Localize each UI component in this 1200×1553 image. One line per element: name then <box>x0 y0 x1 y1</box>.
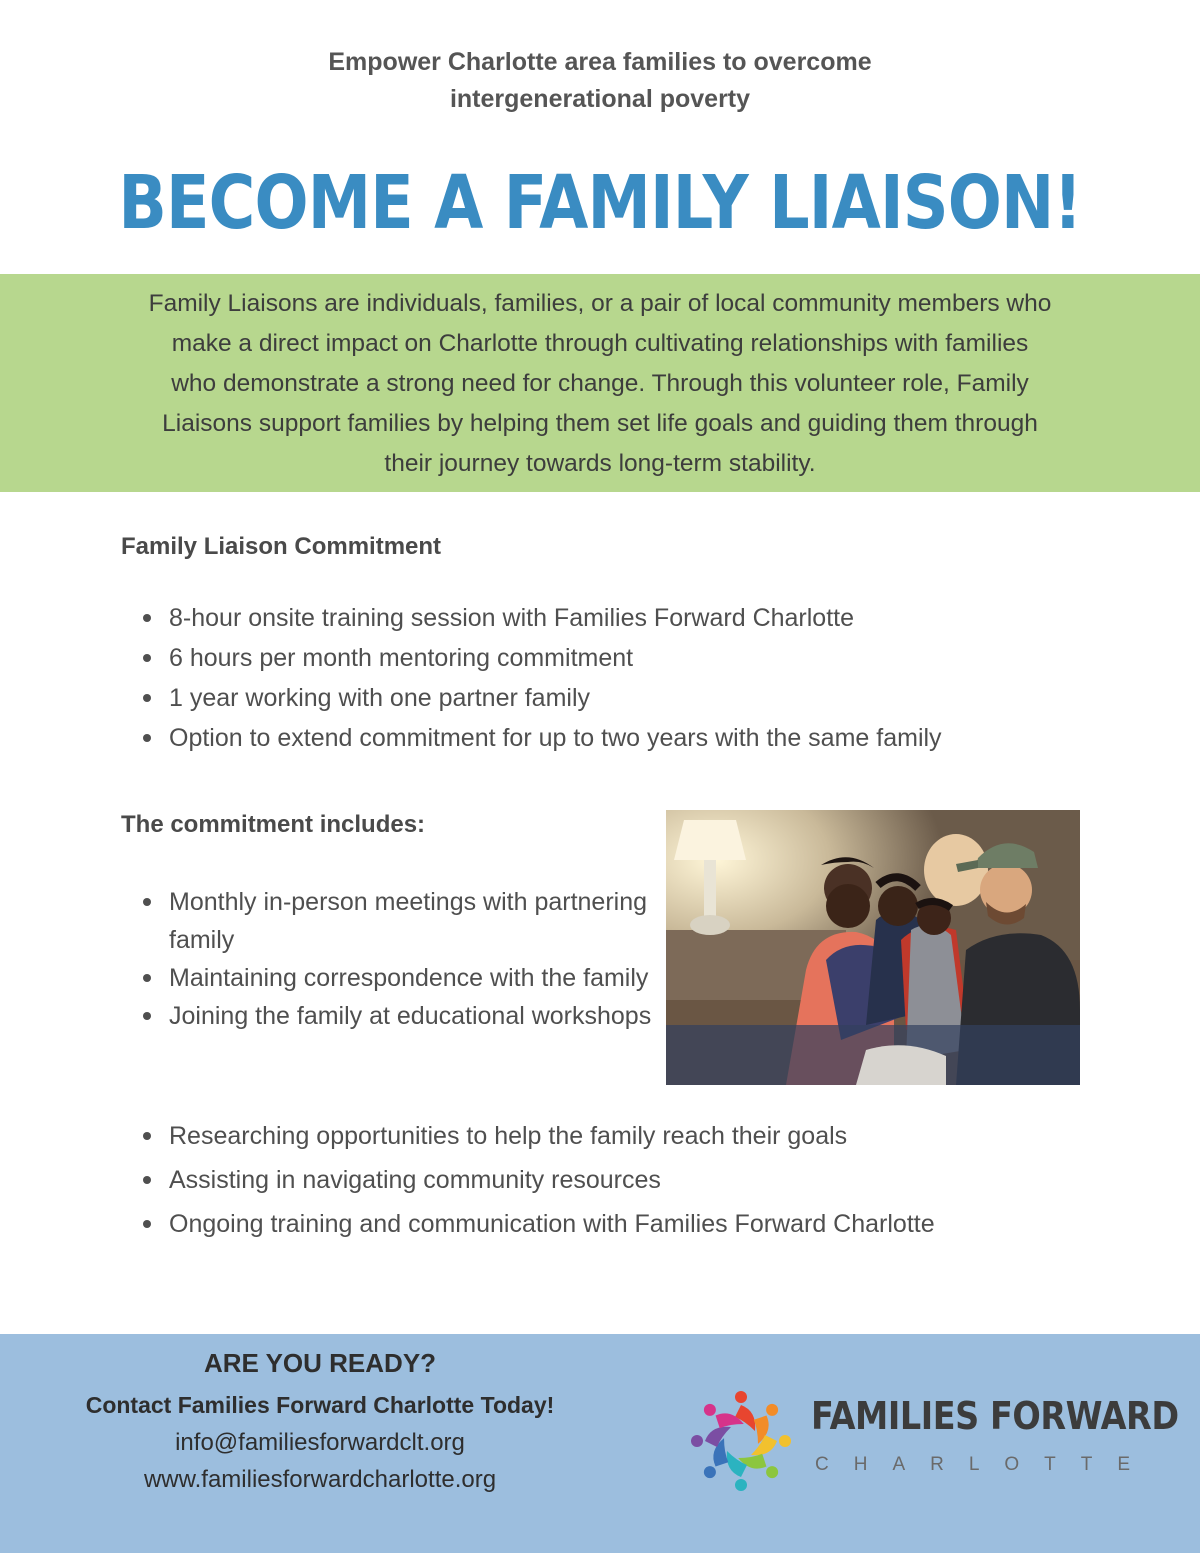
commitment-heading: Family Liaison Commitment <box>121 533 442 560</box>
includes-item: Maintaining correspondence with the family <box>121 959 681 997</box>
contact-block <box>20 1340 620 1498</box>
commitment-item: 1 year working with one partner family <box>121 678 942 718</box>
website-link[interactable]: www.familiesforwardcharlotte.org <box>143 1466 497 1493</box>
family-photo <box>666 810 1080 1085</box>
commitment-item: Option to extend commitment for up to two years with the same family <box>121 718 942 758</box>
contact-cta: Contact Families Forward Charlotte Today! <box>85 1392 555 1418</box>
logo-subtitle: CHARLOTTE <box>815 1454 1156 1475</box>
intro-paragraph <box>50 284 1150 484</box>
commitment-item: 6 hours per month mentoring commitment <box>121 638 942 678</box>
includes-item: Monthly in-person meetings with partnering family <box>121 883 681 959</box>
includes-heading: The commitment includes: <box>121 811 426 838</box>
intro-band <box>0 274 1200 492</box>
includes-list <box>121 1114 935 1246</box>
intro-line: Family Liaisons are individuals, families, or a pair of local community members who <box>148 290 1052 317</box>
intro-line: who demonstrate a strong need for change. Through this volunteer role, Family <box>171 370 1029 397</box>
commitment-item: 8-hour onsite training session with Families Forward Charlotte <box>121 598 942 638</box>
email-link[interactable]: info@familiesforwardclt.org <box>175 1429 465 1456</box>
ready-heading: ARE YOU READY? <box>203 1348 437 1378</box>
includes-item: Joining the family at educational workshops <box>121 997 681 1035</box>
includes-list-wrapped <box>121 883 681 1035</box>
includes-item: Ongoing training and communication with Families Forward Charlotte <box>121 1202 935 1246</box>
pinwheel-logo-icon <box>683 1386 801 1496</box>
footer <box>0 1334 1200 1553</box>
includes-item: Researching opportunities to help the family reach their goals <box>121 1114 935 1158</box>
tagline-line-1: Empower Charlotte area families to overcome <box>328 48 872 76</box>
tagline-line-2: intergenerational poverty <box>449 85 751 113</box>
logo-name: FAMILIES FORWARD <box>811 1394 1179 1438</box>
commitment-list <box>121 598 942 758</box>
intro-line: make a direct impact on Charlotte through cultivating relationships with families <box>171 330 1029 357</box>
page-title: BECOME A FAMILY LIAISON! <box>118 160 1082 246</box>
tagline <box>0 44 1200 118</box>
intro-line: their journey towards long-term stability. <box>384 450 816 477</box>
includes-item: Assisting in navigating community resources <box>121 1158 935 1202</box>
families-forward-logo <box>683 1386 1179 1496</box>
intro-line: Liaisons support families by helping them set life goals and guiding them through <box>162 410 1038 437</box>
